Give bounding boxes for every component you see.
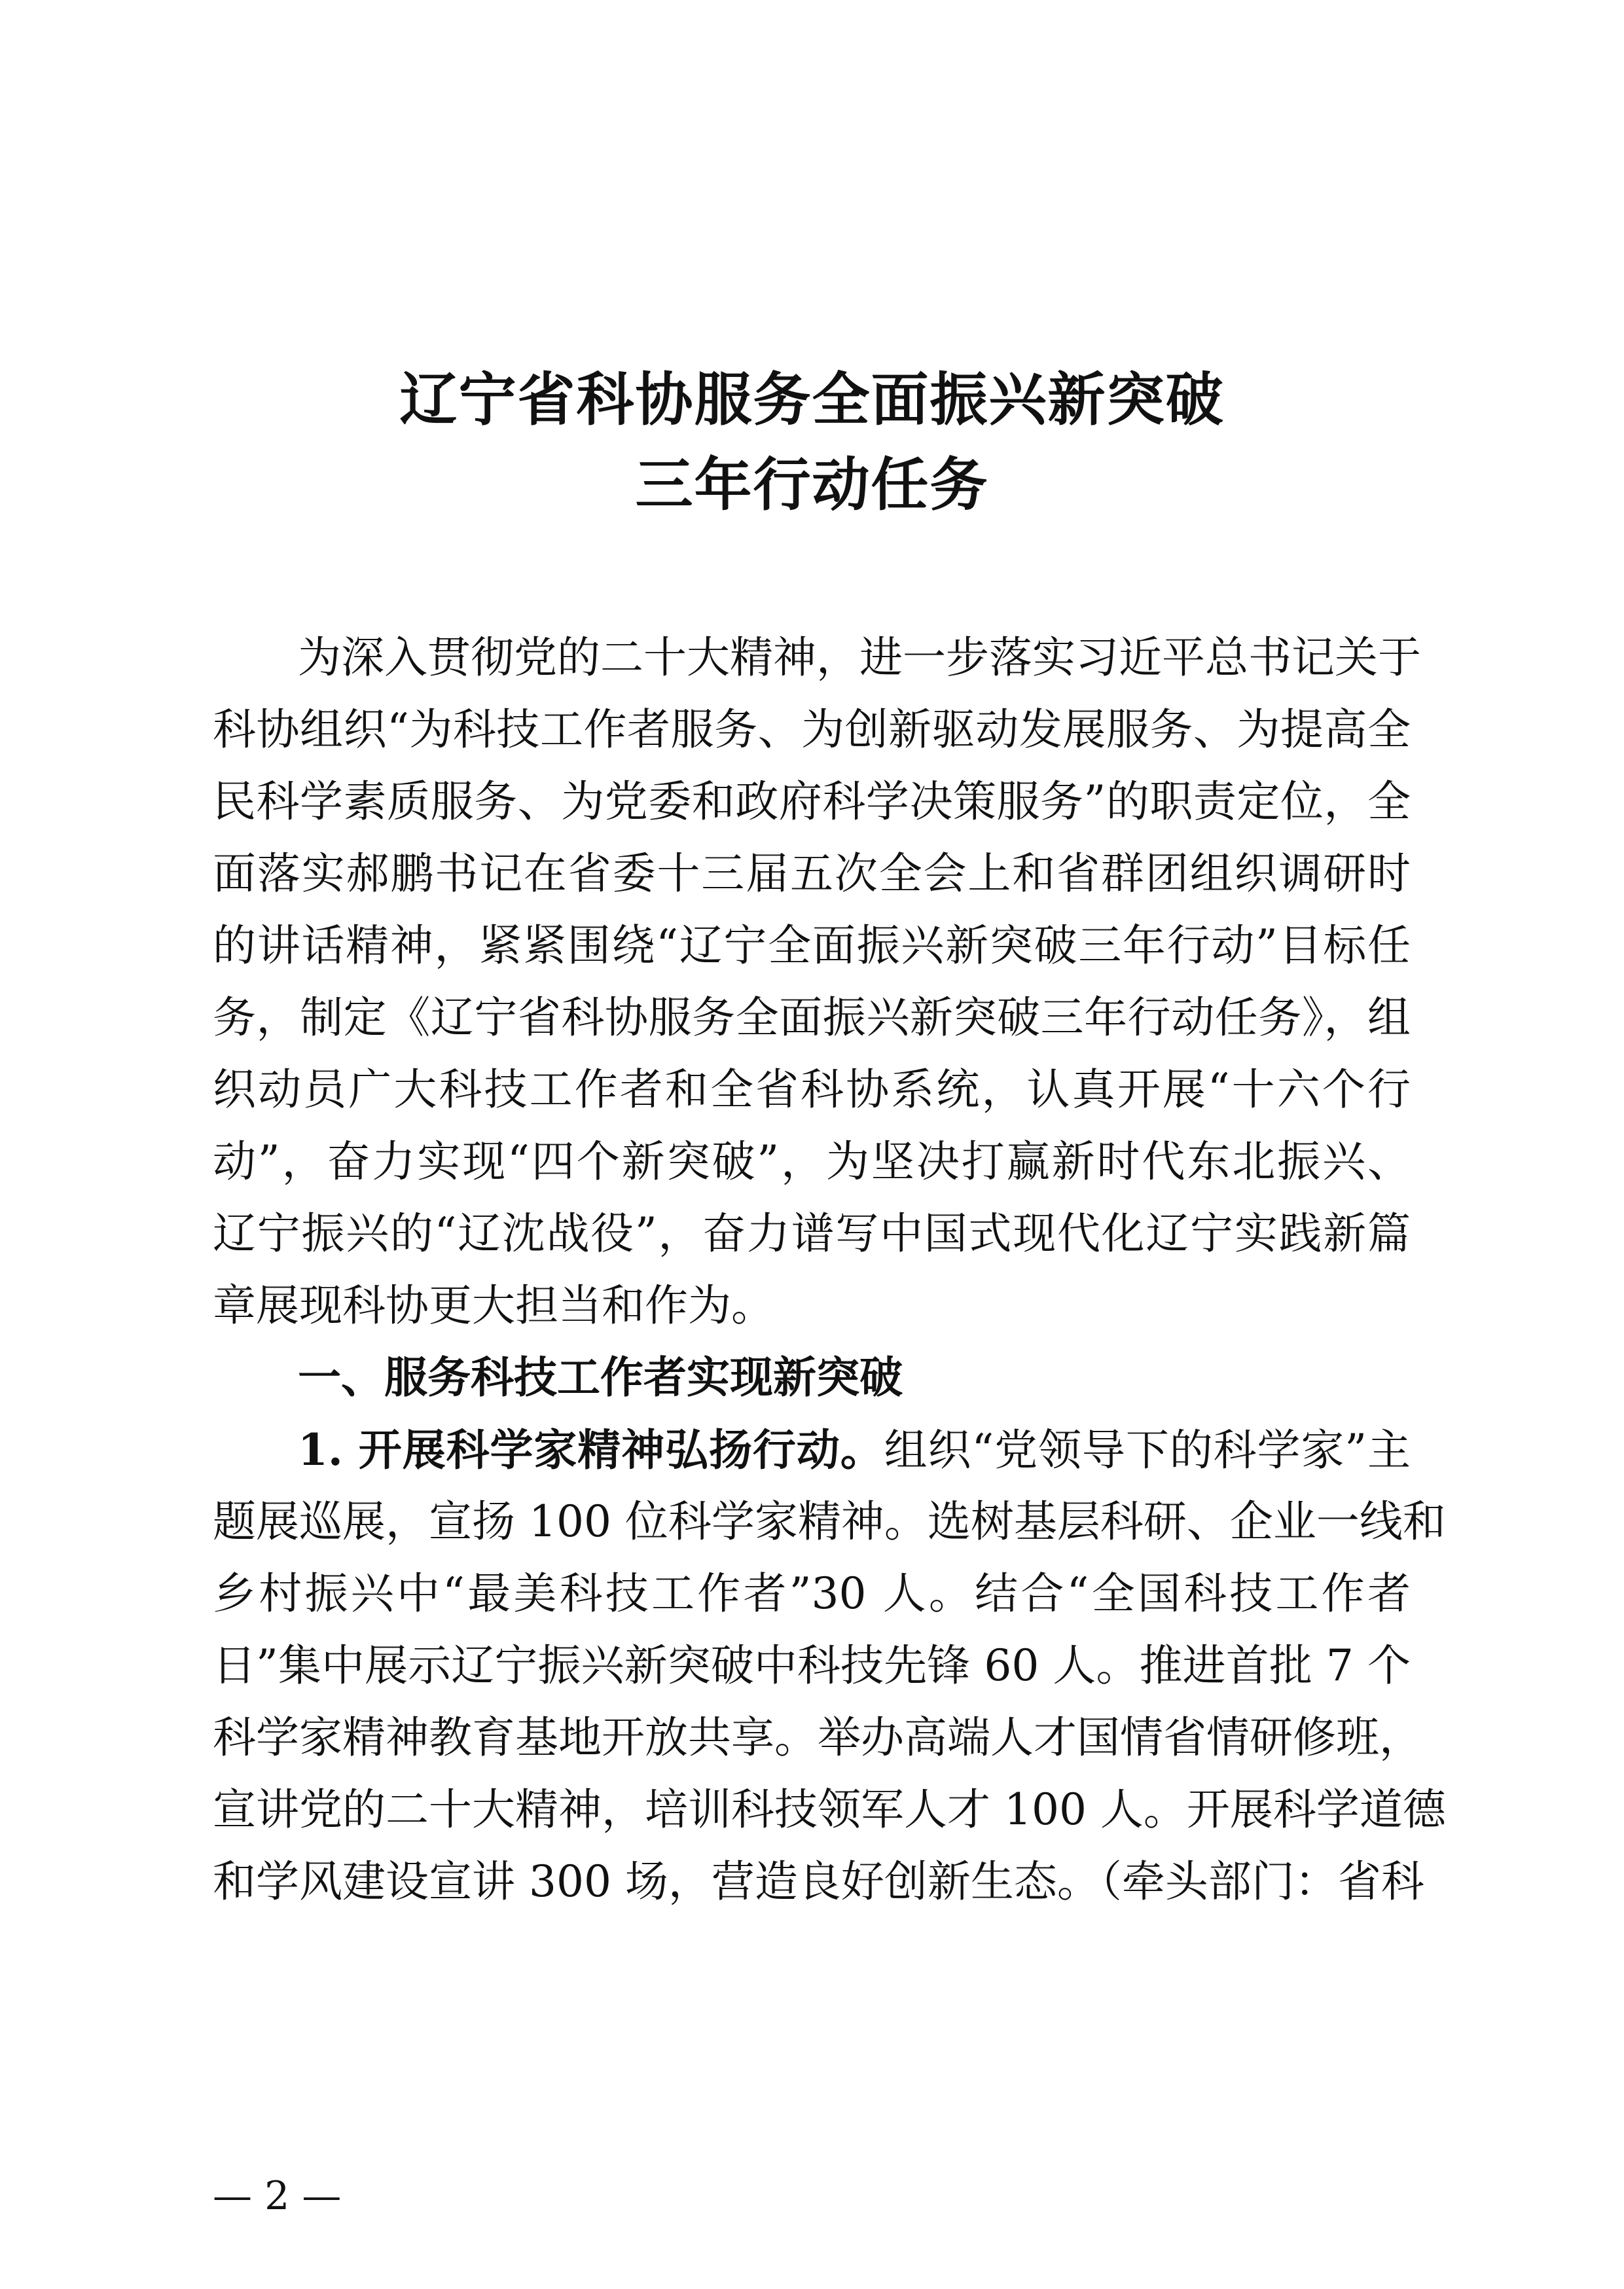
intro-paragraph-line: 的讲话精神，紧紧围绕“辽宁全面振兴新突破三年行动”目标任 <box>213 920 1411 971</box>
item-paragraph-line: 科学家精神教育基地开放共享。举办高端人才国情省情研修班， <box>213 1712 1422 1763</box>
item-paragraph-line: 题展巡展，宣扬 100 位科学家精神。选树基层科研、企业一线和 <box>213 1496 1446 1547</box>
item-paragraph-line: 和学风建设宣讲 300 场，营造良好创新生态。（牵头部门：省科 <box>213 1856 1424 1907</box>
intro-paragraph-line: 章展现科协更大担当和作为。 <box>213 1280 774 1331</box>
intro-paragraph-line: 动”，奋力实现“四个新突破”，为坚决打赢新时代东北振兴、 <box>213 1136 1411 1187</box>
item-paragraph-line: 日”集中展示辽宁振兴新突破中科技先锋 60 人。推进首批 7 个 <box>213 1640 1411 1691</box>
intro-paragraph-line: 务，制定《辽宁省科协服务全面振兴新突破三年行动任务》，组 <box>213 992 1411 1043</box>
intro-paragraph-line: 为深入贯彻党的二十大精神，进一步落实习近平总书记关于 <box>298 632 1421 683</box>
document-title-line-1: 辽宁省科协服务全面振兴新突破 <box>399 365 1225 433</box>
document-title-line-2: 三年行动任务 <box>635 450 989 518</box>
item-paragraph-line: 乡村振兴中“最美科技工作者”30 人。结合“全国科技工作者 <box>213 1568 1411 1619</box>
page-number: — 2 — <box>213 2173 342 2219</box>
item-text: 组织“党领导下的科学家”主 <box>884 1425 1411 1475</box>
intro-paragraph-line: 民科学素质服务、为党委和政府科学决策服务”的职责定位，全 <box>213 776 1411 827</box>
intro-paragraph-line: 科协组织“为科技工作者服务、为创新驱动发展服务、为提高全 <box>213 704 1411 755</box>
item-paragraph-line: 宣讲党的二十大精神，培训科技领军人才 100 人。开展科学道德 <box>213 1784 1446 1835</box>
intro-paragraph-line: 辽宁振兴的“辽沈战役”，奋力谱写中国式现代化辽宁实践新篇 <box>213 1208 1411 1259</box>
item-paragraph-first-line <box>298 1414 1411 1486</box>
section-heading: 一、服务科技工作者实现新突破 <box>298 1352 903 1403</box>
item-title: 1. 开展科学家精神弘扬行动。 <box>298 1424 884 1475</box>
intro-paragraph-line: 面落实郝鹏书记在省委十三届五次全会上和省群团组织调研时 <box>213 848 1411 899</box>
intro-paragraph-line: 织动员广大科技工作者和全省科协系统，认真开展“十六个行 <box>213 1064 1411 1115</box>
